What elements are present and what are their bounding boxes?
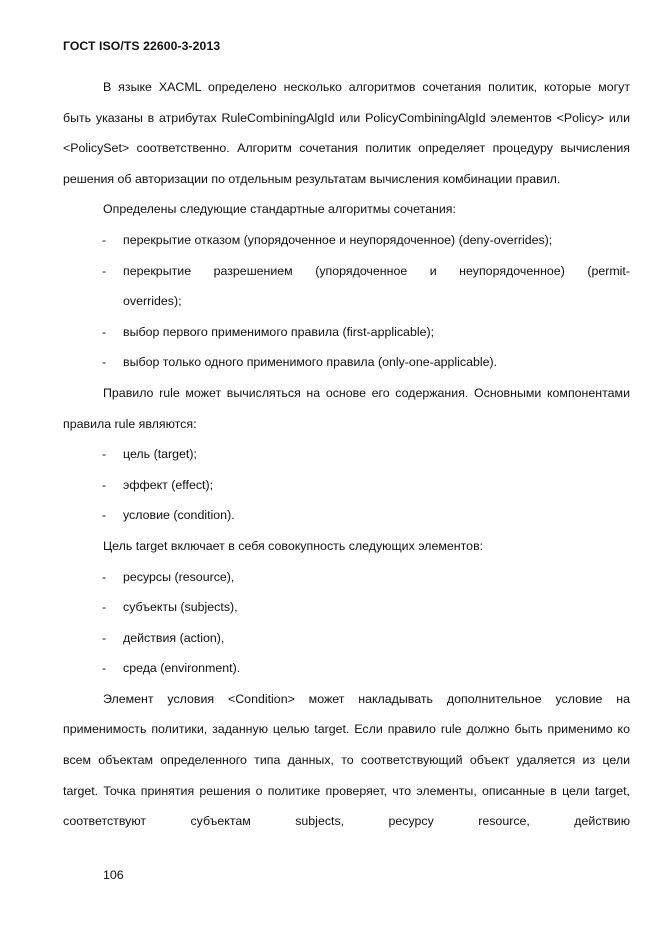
list-item-text: условие (condition). (123, 508, 235, 523)
list-item-text: субъекты (subjects), (123, 600, 238, 615)
document-header: ГОСТ ISO/TS 22600-3-2013 (63, 39, 221, 53)
list-item-deny-overrides (63, 225, 630, 256)
list-dash: - (102, 447, 107, 462)
paragraph-condition-element: Элемент условия <Condition> может накладывать дополнительное условие на применимость политики, заданную целью target. Если правило rule должно быть применимо ко всем объектам определенного типа данных, то соответствующий объект удаляется из цели target. Точка принятия решения о политике проверяет, что элементы, описанные в цели target, соответствуют субъектам subjects, ресурсу resource, действию (63, 691, 630, 829)
list-dash: - (102, 661, 107, 676)
list-item-text: выбор только одного применимого правила (only-one-applicable). (123, 355, 498, 370)
list-item-text: среда (environment). (123, 661, 241, 676)
list-item-text: эффект (effect); (123, 477, 214, 492)
list-item-environment (63, 653, 630, 684)
list-item-condition (63, 500, 630, 531)
list-item-text: перекрытие отказом (упорядоченное и неупорядоченное) (deny-overrides); (123, 232, 553, 247)
list-dash: - (102, 232, 107, 247)
list-item-first-applicable (63, 317, 630, 348)
list-item-only-one-applicable (63, 347, 630, 378)
page-number: 106 (103, 868, 124, 882)
list-item-permit-overrides (63, 256, 630, 317)
list-dash: - (102, 324, 107, 339)
list-dash: - (102, 263, 107, 278)
list-item-text: действия (action), (123, 630, 225, 645)
paragraph-algorithms-intro: В языке XACML определено несколько алгоритмов сочетания политик, которые могут быть указаны в атрибутах RuleCombiningAlgId или PolicyCombiningAlgId элементов <Policy> или <PolicySet> соответственно. Алгоритм сочетания политик определяет процедуру вычисления решения об авторизации по отдельным результатам вычисления комбинации правил. (63, 80, 630, 186)
list-item-text: перекрытие разрешением (упорядоченное и неупорядоченное) (permit- (123, 263, 630, 278)
list-dash: - (102, 355, 107, 370)
list-dash: - (102, 600, 107, 615)
document-body (63, 72, 630, 837)
list-dash: - (102, 477, 107, 492)
list-item-effect (63, 470, 630, 501)
paragraph-target-elements: Цель target включает в себя совокупность следующих элементов: (103, 538, 484, 553)
list-item-resource (63, 562, 630, 593)
list-item-target (63, 439, 630, 470)
list-item-text: цель (target); (123, 447, 197, 462)
list-item-continuation: overrides); (123, 294, 182, 309)
list-item-text: выбор первого применимого правила (first-applicable); (123, 324, 435, 339)
list-item-text: ресурсы (resource), (123, 569, 235, 584)
list-dash: - (102, 630, 107, 645)
list-item-action (63, 623, 630, 654)
paragraph-standard-algorithms: Определены следующие стандартные алгоритмы сочетания: (103, 202, 456, 217)
paragraph-rule-components: Правило rule может вычисляться на основе его содержания. Основными компонентами правила rule являются: (63, 385, 630, 431)
list-item-subjects (63, 592, 630, 623)
list-dash: - (102, 508, 107, 523)
list-dash: - (102, 569, 107, 584)
